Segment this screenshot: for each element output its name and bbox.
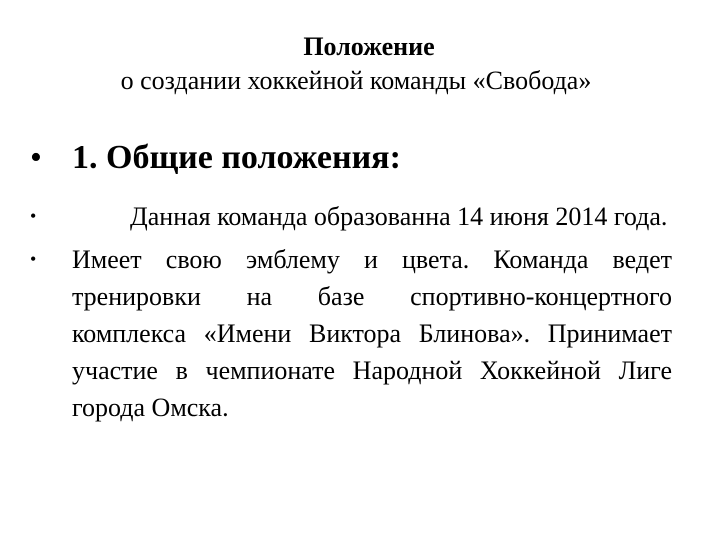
bullet-dot-icon: • <box>30 249 37 269</box>
title-line-1: Положение <box>303 32 435 61</box>
slide-title <box>0 30 720 98</box>
bullet-item-emblem <box>30 241 672 426</box>
bullet-dot-icon: • <box>30 206 37 226</box>
title-line-2: о создании хоккейной команды «Свобода» <box>120 66 592 95</box>
bullet-dot-icon: • <box>30 139 42 176</box>
bullet-heading <box>30 136 672 180</box>
item-text-founding: Данная команда образованна 14 июня 2014 года. <box>130 202 668 231</box>
item-text-emblem: Имеет свою эмблему и цвета. Команда ведет тренировки на базе спортивно-концертного комплекса «Имени Виктора Блинова». Принимает участие в чемпионате Народной Хоккейной Лиге города Омска. <box>72 245 672 422</box>
heading-text: 1. Общие положения: <box>72 139 401 176</box>
bullet-item-founding <box>30 198 672 235</box>
bullet-list <box>30 136 672 426</box>
